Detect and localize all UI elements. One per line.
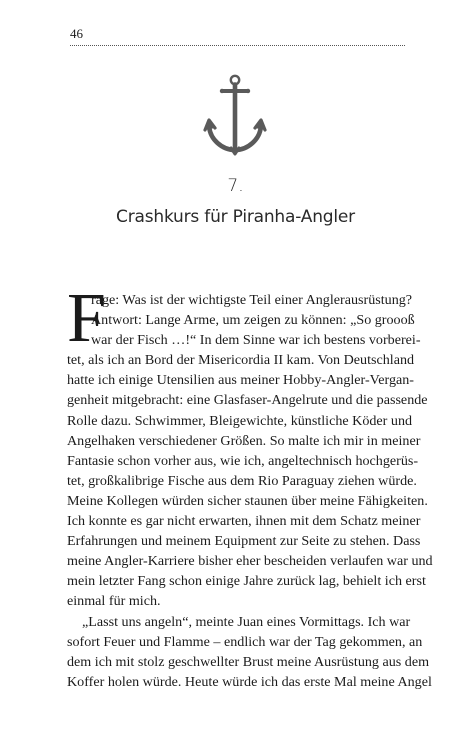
- text-line: Antwort: Lange Arme, um zeigen zu können: „So groooß: [91, 312, 415, 329]
- text-line: genheit mitgebracht: eine Glasfaser-Angelrute und die passende: [67, 392, 428, 409]
- text-line: Ich konnte es gar nicht erwarten, ihnen mit dem Schatz meiner: [67, 513, 421, 530]
- chapter-title: Crashkurs für Piranha-Angler: [116, 207, 355, 227]
- text-line: rage: Was ist der wichtigste Teil einer Anglerausrüstung?: [91, 292, 413, 308]
- text-line: Angelhaken verschiedener Größen. So malte ich mir in meiner: [67, 432, 421, 449]
- header-dotted-rule: [70, 45, 405, 46]
- text-line: Meine Kollegen würden sicher staunen über meine Fähigkeiten.: [67, 492, 428, 509]
- body-text: [67, 290, 433, 692]
- page-number: 46: [70, 26, 83, 41]
- anchor-icon: [203, 74, 267, 158]
- chapter-number: 7.: [227, 176, 244, 196]
- text-line: Erfahrungen und meinem Equipment zur Seite zu stehen. Dass: [67, 533, 421, 550]
- text-line: meine Angler-Karriere bisher eher bescheiden verlaufen war und: [67, 553, 433, 570]
- text-line: mein letzter Fang schon einige Jahre zurück lag, behielt ich erst: [67, 573, 426, 590]
- text-line: „Lasst uns angeln“, meinte Juan eines Vormittags. Ich war: [82, 613, 411, 630]
- text-line: tet, großkalibrige Fische aus dem Rio Paraguay ziehen würde.: [67, 472, 417, 489]
- text-line: war der Fisch …!“ In dem Sinne war ich bestens vorberei-: [91, 332, 421, 349]
- text-line: dem ich mit stolz geschwellter Brust meine Ausrüstung aus dem: [67, 653, 430, 670]
- drop-cap: F: [67, 280, 106, 357]
- text-line: Rolle dazu. Schwimmer, Bleigewichte, künstliche Köder und: [67, 412, 413, 429]
- text-line: Fantasie schon vorher aus, wie ich, angeltechnisch hochgerüs-: [67, 452, 419, 469]
- text-line: Koffer holen würde. Heute würde ich das erste Mal meine Angel: [67, 673, 432, 690]
- text-line: sofort Feuer und Flamme – endlich war der Tag gekommen, an: [67, 633, 423, 650]
- text-line: hatte ich einige Utensilien aus meiner Hobby-Angler-Vergan-: [67, 372, 414, 389]
- text-line: einmal für mich.: [67, 593, 161, 610]
- text-line: tet, als ich an Bord der Misericordia II kam. Von Deutschland: [67, 352, 415, 369]
